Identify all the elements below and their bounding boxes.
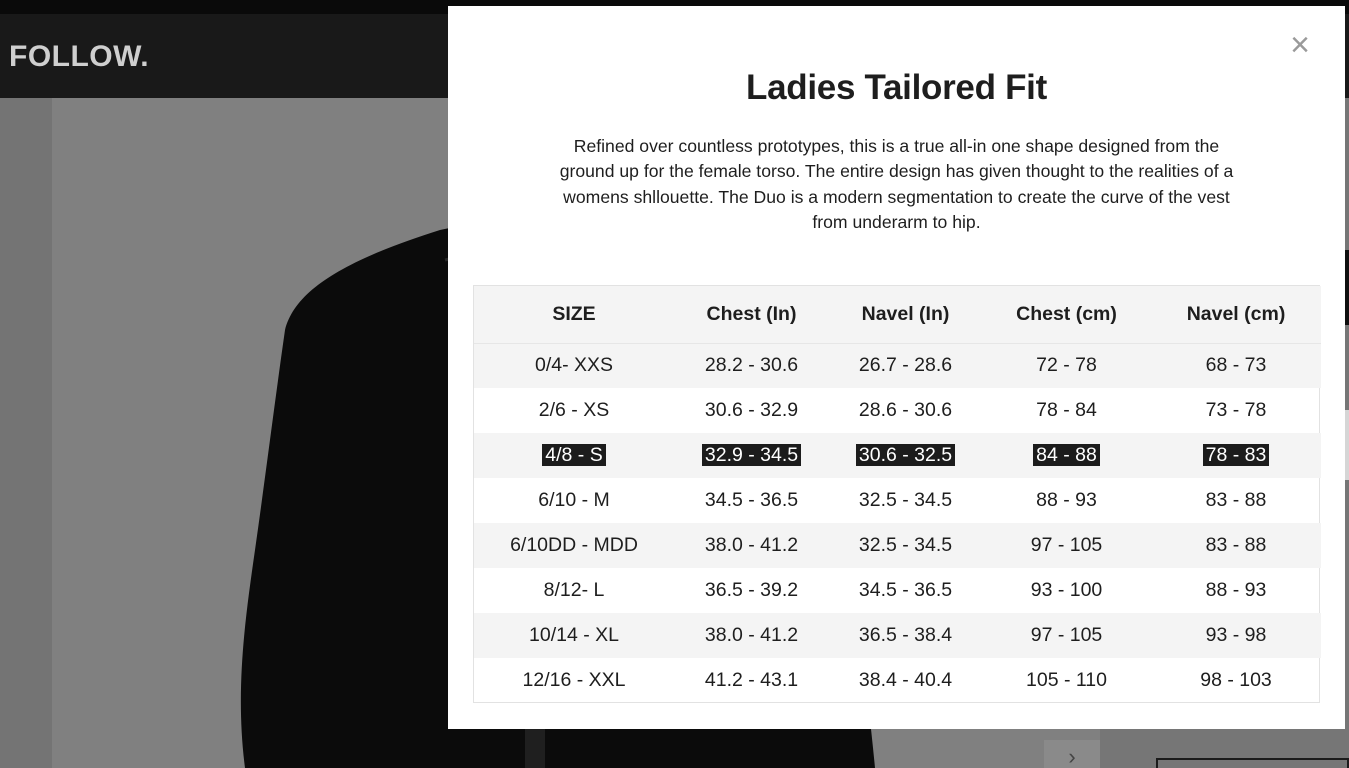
cell-navel-in: 26.7 - 28.6 <box>829 343 982 388</box>
cell-navel-cm: 68 - 73 <box>1151 343 1321 388</box>
cell-navel-in: 32.5 - 34.5 <box>858 489 953 511</box>
cell-size <box>474 433 674 478</box>
cell-navel-in: 38.4 - 40.4 <box>858 669 953 691</box>
header-chest-cm: Chest (cm) <box>982 286 1151 343</box>
side-tab-dark <box>1345 250 1349 325</box>
cell-size: 6/10 - M <box>538 489 610 511</box>
header-navel-cm: Navel (cm) <box>1151 286 1321 343</box>
cell-chest-cm: 93 - 100 <box>1030 579 1103 601</box>
cell-navel-cm: 83 - 88 <box>1205 489 1267 511</box>
header-size: SIZE <box>474 286 674 343</box>
site-logo[interactable]: FOLLOW. <box>9 40 150 73</box>
cell-chest-in <box>674 433 829 478</box>
cell-navel-cm: 98 - 103 <box>1200 669 1272 691</box>
table-row <box>474 388 1321 433</box>
side-tab-light <box>1345 410 1349 480</box>
cell-chest-in: 28.2 - 30.6 <box>674 343 829 388</box>
cell-size: 10/14 - XL <box>474 613 674 658</box>
cell-size: 12/16 - XXL <box>522 669 626 691</box>
chevron-right-icon[interactable]: › <box>1044 740 1100 768</box>
cell-size: 6/10DD - MDD <box>474 523 674 568</box>
table-row <box>474 658 1321 703</box>
selected-text: 30.6 - 32.5 <box>856 444 955 466</box>
table-row <box>474 433 1321 478</box>
cell-chest-cm: 97 - 105 <box>982 613 1151 658</box>
selected-text: 78 - 83 <box>1203 444 1270 466</box>
cell-navel-in: 34.5 - 36.5 <box>858 579 953 601</box>
cell-navel-cm: 93 - 98 <box>1151 613 1321 658</box>
close-icon[interactable]: × <box>1290 26 1310 64</box>
cell-chest-in: 34.5 - 36.5 <box>704 489 799 511</box>
table-row <box>474 343 1321 388</box>
cell-chest-cm <box>982 433 1151 478</box>
cell-navel-cm <box>1151 433 1321 478</box>
cell-navel-cm: 73 - 78 <box>1205 399 1267 421</box>
size-table <box>474 286 1321 703</box>
table-row <box>474 478 1321 523</box>
bottom-outline-button[interactable] <box>1156 758 1349 768</box>
cell-navel-in: 36.5 - 38.4 <box>829 613 982 658</box>
cell-navel-cm: 88 - 93 <box>1205 579 1267 601</box>
header-chest-in: Chest (In) <box>674 286 829 343</box>
selected-text: 32.9 - 34.5 <box>702 444 801 466</box>
cell-navel-in: 32.5 - 34.5 <box>829 523 982 568</box>
cell-navel-in <box>829 433 982 478</box>
cell-chest-cm: 78 - 84 <box>1036 399 1097 421</box>
left-gutter <box>0 98 52 768</box>
cell-chest-cm: 105 - 110 <box>1026 669 1107 691</box>
modal-description: Refined over countless prototypes, this is a true all-in one shape designed from the ground up for the female torso. The entire design has given thought to the realities of a womens shllouette. The Duo is a modern segmentation to create the curve of the vest from underarm to hip. <box>559 136 1234 232</box>
table-row <box>474 568 1321 613</box>
cell-chest-cm: 97 - 105 <box>982 523 1151 568</box>
header-navel-in: Navel (In) <box>829 286 982 343</box>
cell-size: 2/6 - XS <box>538 399 610 421</box>
selected-text: 4/8 - S <box>542 444 605 466</box>
table-row <box>474 523 1321 568</box>
cell-navel-in: 28.6 - 30.6 <box>858 399 953 421</box>
cell-size: 0/4- XXS <box>474 343 674 388</box>
table-row <box>474 613 1321 658</box>
cell-chest-in: 36.5 - 39.2 <box>704 579 799 601</box>
size-chart-modal <box>448 6 1345 729</box>
cell-chest-cm: 88 - 93 <box>1036 489 1097 511</box>
cell-chest-in: 41.2 - 43.1 <box>704 669 799 691</box>
cell-chest-in: 38.0 - 41.2 <box>674 613 829 658</box>
cell-chest-cm: 72 - 78 <box>982 343 1151 388</box>
table-header-row <box>474 286 1321 343</box>
cell-chest-in: 30.6 - 32.9 <box>704 399 799 421</box>
cell-chest-in: 38.0 - 41.2 <box>674 523 829 568</box>
modal-title: Ladies Tailored Fit <box>746 68 1047 107</box>
cell-size: 8/12- L <box>543 579 605 601</box>
size-table-container <box>473 285 1320 703</box>
cell-navel-cm: 83 - 88 <box>1151 523 1321 568</box>
selected-text: 84 - 88 <box>1033 444 1100 466</box>
